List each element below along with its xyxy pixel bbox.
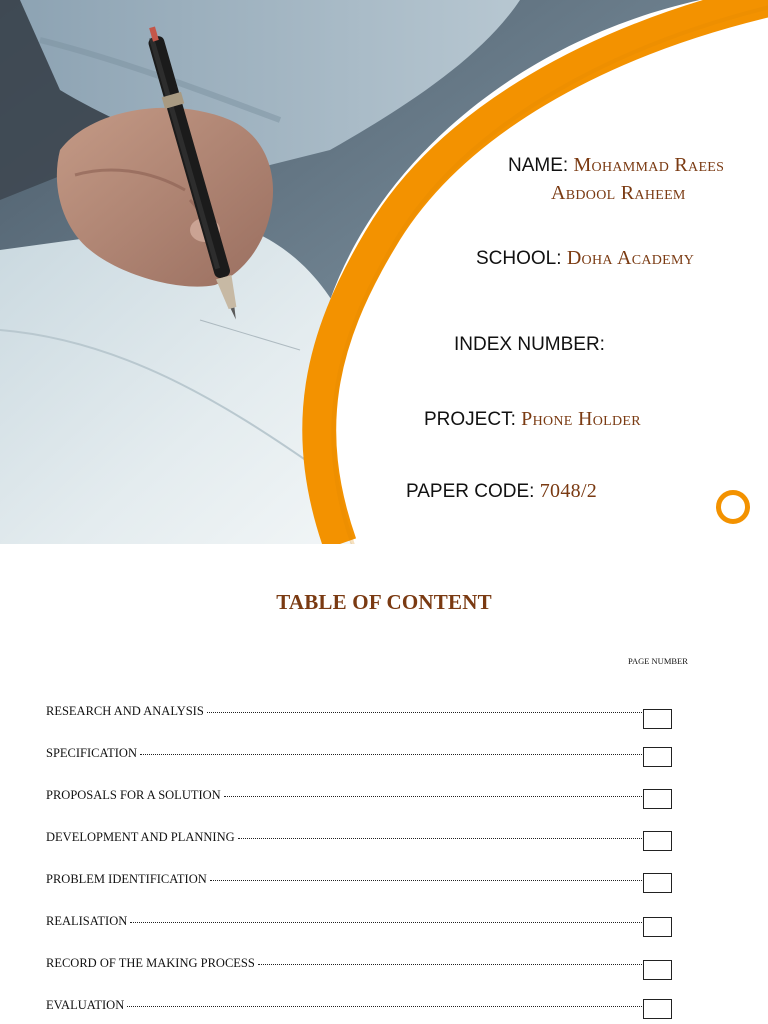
toc-entry	[46, 830, 646, 850]
name-value-line2: Abdool Raheem	[551, 182, 686, 204]
toc-entry	[46, 956, 646, 976]
leader-dots	[130, 921, 646, 923]
toc-entry-label: PROPOSALS FOR A SOLUTION	[46, 788, 221, 802]
toc-entry-label: EVALUATION	[46, 998, 125, 1012]
page-number-box	[643, 873, 672, 893]
leader-dots	[140, 753, 646, 755]
project-value: Phone Holder	[521, 408, 641, 430]
toc-title: TABLE OF CONTENT	[276, 590, 492, 614]
toc-entry-label: RESEARCH AND ANALYSIS	[46, 704, 204, 718]
page-number-header: PAGE NUMBER	[628, 656, 688, 666]
orange-ring-decoration	[716, 490, 750, 524]
toc-entry	[46, 998, 646, 1018]
name-value-line1: Mohammad Raees	[573, 154, 725, 176]
page-number-box	[643, 999, 672, 1019]
toc-entry-label: PROBLEM IDENTIFICATION	[46, 872, 207, 886]
name-field	[508, 154, 724, 177]
leader-dots	[207, 711, 646, 713]
toc-entry	[46, 746, 646, 766]
name-label: NAME:	[508, 155, 569, 176]
page-number-box	[643, 709, 672, 729]
paper-code-field	[406, 480, 597, 503]
index-number-label: INDEX NUMBER:	[454, 334, 605, 355]
paper-code-value: 7048/2	[539, 480, 598, 502]
leader-dots	[224, 795, 646, 797]
leader-dots	[127, 1005, 646, 1007]
toc-entry-label: REALISATION	[46, 914, 128, 928]
school-value: Doha Academy	[566, 247, 695, 269]
paper-code-label: PAPER CODE:	[406, 481, 535, 502]
toc-entry-label: RECORD OF THE MAKING PROCESS	[46, 956, 255, 970]
index-number-field	[454, 334, 605, 356]
school-label: SCHOOL:	[476, 248, 562, 269]
toc-entry	[46, 914, 646, 934]
toc-entry	[46, 704, 646, 724]
leader-dots	[258, 963, 646, 965]
page-number-box	[643, 831, 672, 851]
page-number-box	[643, 747, 672, 767]
leader-dots	[238, 837, 646, 839]
toc-entry-label: DEVELOPMENT AND PLANNING	[46, 830, 235, 844]
toc-entry	[46, 872, 646, 892]
leader-dots	[210, 879, 646, 881]
toc-entry-label: SPECIFICATION	[46, 746, 137, 760]
toc-entry	[46, 788, 646, 808]
page-number-box	[643, 917, 672, 937]
page-number-box	[643, 789, 672, 809]
school-field	[476, 247, 694, 270]
page-number-box	[643, 960, 672, 980]
project-label: PROJECT:	[424, 409, 516, 430]
project-field	[424, 408, 641, 431]
